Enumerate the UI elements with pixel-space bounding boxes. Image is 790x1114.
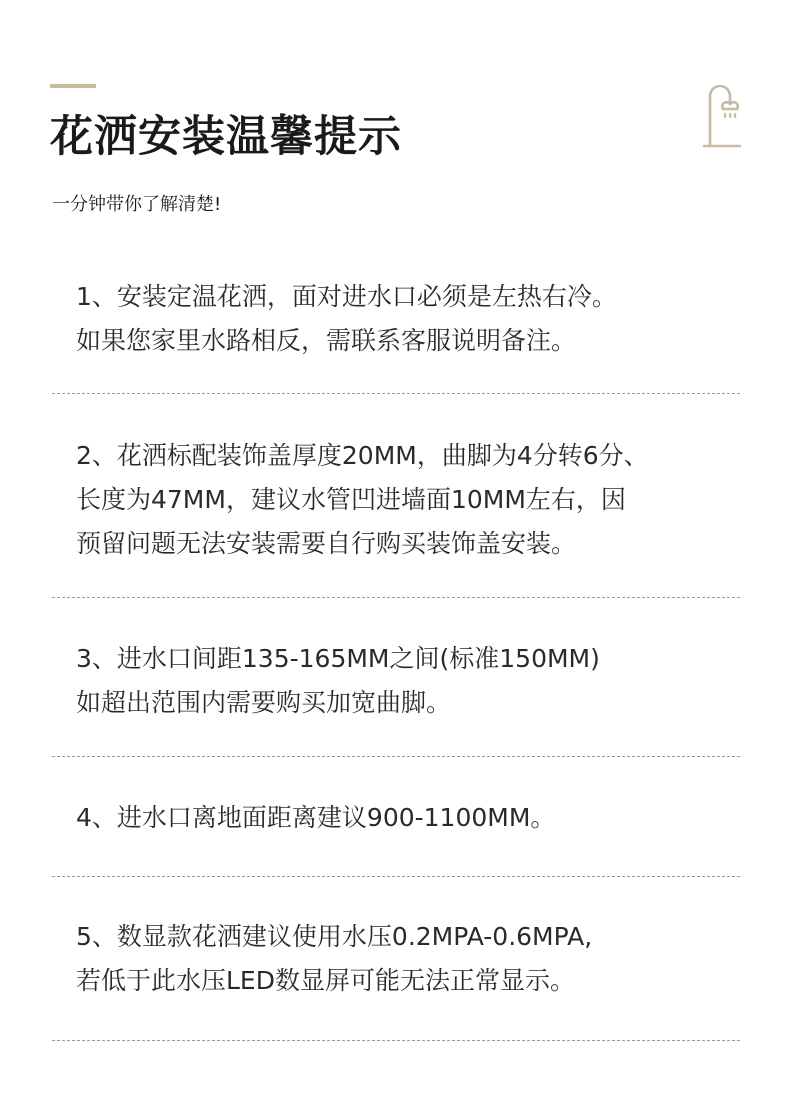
tip-line: 5、数显款花洒建议使用水压0.2MPA-0.6MPA,	[76, 922, 593, 951]
tip-item	[76, 637, 746, 725]
tip-line: 1、安装定温花洒，面对进水口必须是左热右冷。	[76, 282, 617, 311]
shower-icon	[702, 82, 742, 150]
tip-item	[76, 434, 746, 566]
tip-item	[76, 796, 746, 840]
tip-line: 3、进水口间距135-165MM之间(标准150MM)	[76, 644, 600, 673]
tip-line: 长度为47MM，建议水管凹进墙面10MM左右，因	[76, 485, 626, 514]
title-accent-bar	[50, 84, 96, 88]
tip-line: 2、花洒标配装饰盖厚度20MM，曲脚为4分转6分、	[76, 441, 649, 470]
tip-line: 若低于此水压LED数显屏可能无法正常显示。	[76, 966, 575, 995]
tip-line: 4、进水口离地面距离建议900-1100MM。	[76, 803, 556, 832]
tip-line: 如果您家里水路相反，需联系客服说明备注。	[76, 326, 577, 355]
divider	[52, 876, 740, 877]
tip-item	[76, 915, 746, 1003]
divider	[52, 756, 740, 757]
divider	[52, 393, 740, 394]
divider	[52, 1040, 740, 1041]
tip-line: 预留问题无法安装需要自行购买装饰盖安装。	[76, 529, 577, 558]
page-title: 花洒安装温馨提示	[50, 112, 402, 162]
page-subtitle: 一分钟带你了解清楚!	[52, 194, 222, 215]
tip-item	[76, 275, 746, 363]
tip-line: 如超出范围内需要购买加宽曲脚。	[76, 688, 452, 717]
divider	[52, 597, 740, 598]
